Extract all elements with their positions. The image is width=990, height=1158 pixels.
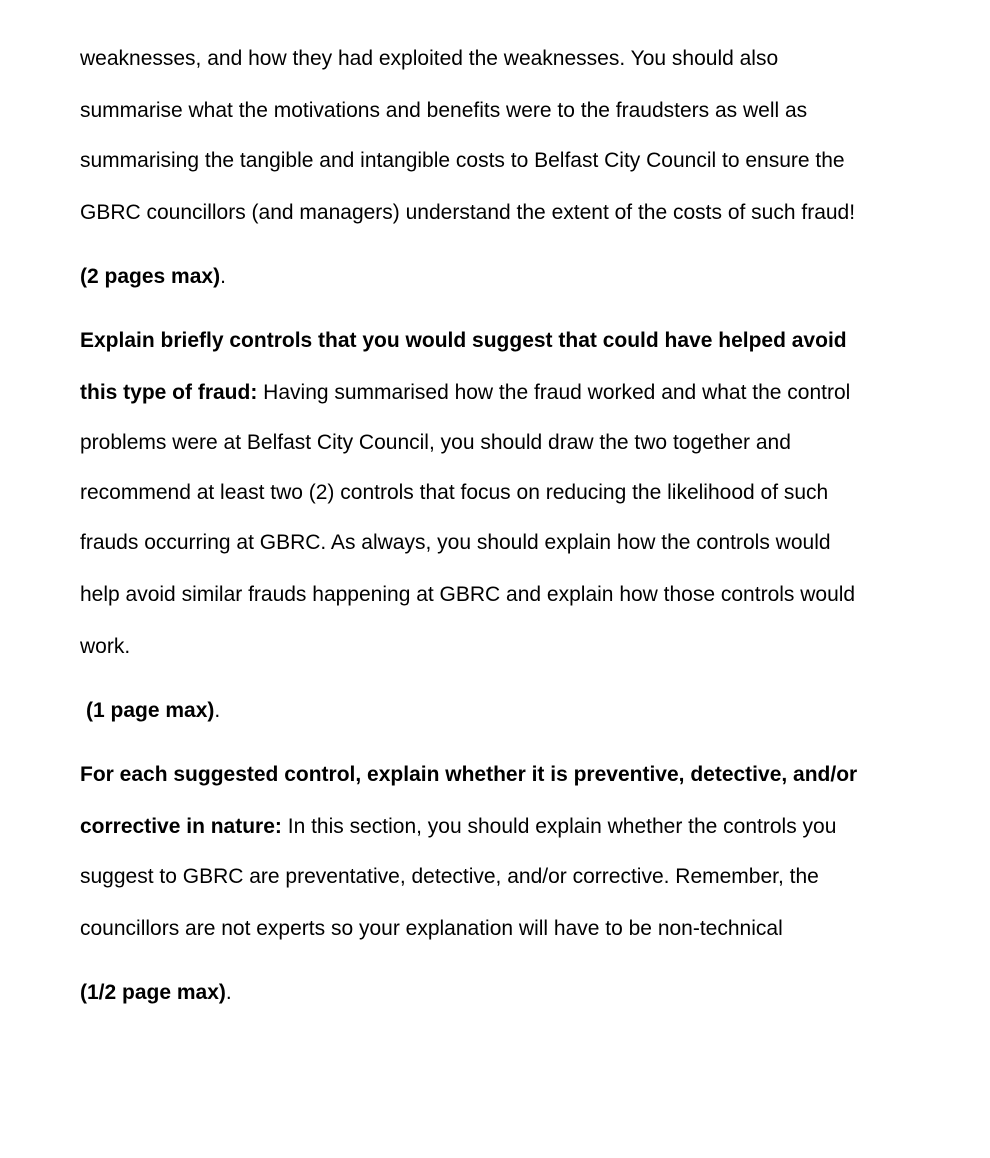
section-heading: Explain briefly controls that you would suggest that could have helped avoid xyxy=(80,329,847,352)
body-text-line: suggest to GBRC are preventative, detective, and/or corrective. Remember, the xyxy=(80,865,819,888)
body-text-run: Having summarised how the fraud worked and what the control xyxy=(257,381,851,404)
page-limit-label: (2 pages max) xyxy=(80,265,221,288)
section-heading-continued xyxy=(80,380,850,406)
page-limit-suffix: . xyxy=(225,981,232,1004)
page-limit-note xyxy=(80,264,226,290)
body-text-line: summarising the tangible and intangible costs to Belfast City Council to ensure the xyxy=(80,149,845,172)
body-text-line: work. xyxy=(80,635,131,658)
body-text-line: recommend at least two (2) controls that focus on reducing the likelihood of such xyxy=(80,481,829,504)
body-text-line: weaknesses, and how they had exploited the weaknesses. You should also xyxy=(80,47,779,70)
page-limit-note xyxy=(80,980,232,1006)
body-text-line: help avoid similar frauds happening at GBRC and explain how those controls would xyxy=(80,583,856,606)
page-limit-suffix: . xyxy=(220,265,226,288)
page-limit-note xyxy=(86,698,220,724)
section-heading-continued xyxy=(80,814,836,840)
body-text-line: problems were at Belfast City Council, you should draw the two together and xyxy=(80,431,791,454)
body-text-line: frauds occurring at GBRC. As always, you should explain how the controls would xyxy=(80,531,831,554)
body-text-line: summarise what the motivations and benefits were to the fraudsters as well as xyxy=(80,99,808,122)
section-heading-end: this type of fraud: xyxy=(80,381,258,404)
page-limit-label: (1 page max) xyxy=(86,699,215,722)
section-heading-end: corrective in nature: xyxy=(80,815,282,838)
body-text-line: councillors are not experts so your explanation will have to be non-technical xyxy=(80,917,783,940)
page-limit-suffix: . xyxy=(214,699,221,722)
body-text-run: In this section, you should explain whether the controls you xyxy=(281,815,837,838)
section-heading: For each suggested control, explain whether it is preventive, detective, and/or xyxy=(80,763,858,786)
body-text-line: GBRC councillors (and managers) understand the extent of the costs of such fraud! xyxy=(80,201,856,224)
page-limit-label: (1/2 page max) xyxy=(80,981,226,1004)
